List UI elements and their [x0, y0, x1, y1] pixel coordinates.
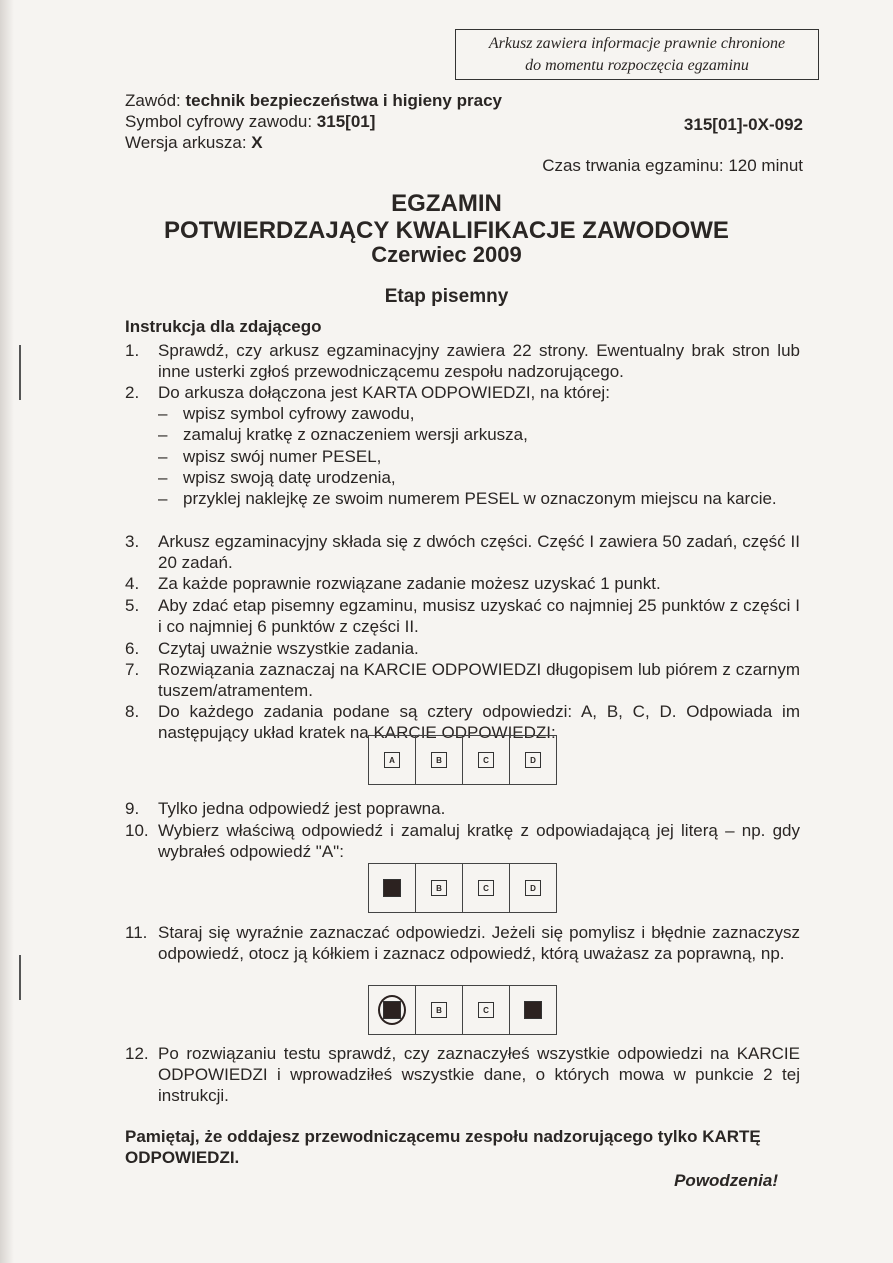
item-text — [158, 340, 800, 382]
item-number: 7. — [125, 660, 140, 679]
answer-box: A — [384, 752, 400, 768]
version-label: Wersja arkusza: — [125, 133, 252, 152]
item-text — [158, 531, 800, 573]
item-text-body: Do arkusza dołączona jest KARTA ODPOWIEDZI, na której: — [158, 383, 610, 402]
item-text — [158, 595, 800, 637]
profession-line — [125, 90, 502, 111]
answer-grid-example — [368, 863, 557, 913]
answer-cell-a — [369, 736, 416, 784]
answer-cell-d — [510, 736, 556, 784]
answer-grid-example — [368, 985, 557, 1035]
item-text-body: Do każdego zadania podane są cztery odpowiedzi: A, B, C, D. Odpowiada im następujący układ kratek na KARCIE ODPOWIEDZI: — [158, 702, 800, 743]
sub-item: – wpisz swoją datę urodzenia, — [158, 467, 800, 488]
exam-code: 315[01]-0X-092 — [683, 115, 803, 134]
item-text-body: Staraj się wyraźnie zaznaczać odpowiedzi. Jeżeli się pomylisz i błędnie zaznaczysz odpowiedź, otocz ją kółkiem i zaznacz odpowiedź, którą uważasz za poprawną, np. — [158, 923, 800, 964]
answer-cell-b — [416, 736, 463, 784]
margin-mark — [19, 345, 21, 400]
item-number: 6. — [125, 639, 140, 658]
answer-cell-b — [416, 986, 463, 1034]
item-text — [158, 922, 800, 964]
answer-box: B — [431, 752, 447, 768]
filled-answer-box — [383, 1001, 401, 1019]
answer-cell-b — [416, 864, 463, 912]
instruction-item — [125, 595, 800, 637]
item-number: 8. — [125, 702, 140, 721]
instruction-item — [125, 638, 800, 659]
item-text-body: Czytaj uważnie wszystkie zadania. — [158, 639, 419, 658]
title-qualification: POTWIERDZAJĄCY KWALIFIKACJE ZAWODOWE — [164, 217, 729, 244]
answer-cell-a — [369, 986, 416, 1034]
instruction-item — [125, 382, 800, 509]
version-value: X — [251, 133, 263, 152]
sub-item: – przyklej naklejkę ze swoim numerem PESEL w oznaczonym miejscu na karcie. — [158, 488, 800, 509]
item-text-body: Tylko jedna odpowiedź jest poprawna. — [158, 799, 446, 818]
instruction-item — [125, 531, 800, 573]
item-number: 9. — [125, 799, 140, 818]
instruction-item — [125, 820, 800, 862]
sub-item: – wpisz symbol cyfrowy zawodu, — [158, 403, 800, 424]
answer-box: D — [525, 880, 541, 896]
instruction-item — [125, 573, 800, 594]
answer-cell-d — [510, 986, 556, 1034]
item-text — [158, 382, 800, 509]
answer-cell-c — [463, 986, 510, 1034]
answer-box: C — [478, 1002, 494, 1018]
answer-cell-d — [510, 864, 556, 912]
exam-duration: Czas trwania egzaminu: 120 minut — [542, 156, 803, 175]
version-line — [125, 132, 263, 153]
confidentiality-notice — [455, 29, 819, 80]
item-text — [158, 659, 800, 701]
circled-answer-icon — [378, 995, 406, 1025]
answer-cell-a — [369, 864, 416, 912]
notice-line: do momentu rozpoczęcia egzaminu — [525, 57, 749, 74]
answer-cell-c — [463, 736, 510, 784]
item-text — [158, 798, 800, 819]
item-text — [158, 1043, 800, 1107]
closing: Powodzenia! — [674, 1171, 778, 1190]
item-number: 5. — [125, 596, 140, 615]
answer-box: D — [525, 752, 541, 768]
instructions-heading: Instrukcja dla zdającego — [125, 317, 322, 336]
title-exam: EGZAMIN — [391, 190, 502, 217]
answer-box: B — [431, 1002, 447, 1018]
item-number: 12. — [125, 1044, 149, 1063]
instruction-item — [125, 659, 800, 701]
item-text-body: Sprawdź, czy arkusz egzaminacyjny zawiera 22 strony. Ewentualny brak stron lub inne usterki zgłoś przewodniczącemu zespołu nadzorującego. — [158, 341, 800, 382]
filled-answer-box — [524, 1001, 542, 1019]
item-number: 1. — [125, 341, 140, 360]
item-text-body: Arkusz egzaminacyjny składa się z dwóch części. Część I zawiera 50 zadań, część II 20 zadań. — [158, 532, 800, 573]
item-text-body: Za każde poprawnie rozwiązane zadanie możesz uzyskać 1 punkt. — [158, 574, 661, 593]
notice-line: Arkusz zawiera informacje prawnie chronione — [488, 35, 786, 52]
item-text-body: Wybierz właściwą odpowiedź i zamaluj kratkę z odpowiadającą jej literą – np. gdy wybrałeś odpowiedź "A": — [158, 821, 800, 862]
sub-item: – zamaluj kratkę z oznaczeniem wersji arkusza, — [158, 424, 800, 445]
item-number: 3. — [125, 532, 140, 551]
symbol-line — [125, 111, 375, 132]
title-date: Czerwiec 2009 — [371, 242, 522, 267]
reminder: Pamiętaj, że oddajesz przewodniczącemu zespołu nadzorującego tylko KARTĘ ODPOWIEDZI. — [125, 1127, 761, 1167]
sub-item: – wpisz swój numer PESEL, — [158, 446, 800, 467]
item-text — [158, 638, 800, 659]
margin-mark — [19, 955, 21, 1000]
item-text — [158, 820, 800, 862]
item-number: 11. — [125, 923, 148, 942]
instruction-item — [125, 340, 800, 382]
item-text-body: Aby zdać etap pisemny egzaminu, musisz uzyskać co najmniej 25 punktów z części I i co najmniej 6 punktów z części II. — [158, 596, 800, 637]
title-stage: Etap pisemny — [384, 286, 509, 307]
profession-value: technik bezpieczeństwa i higieny pracy — [185, 91, 502, 110]
profession-label: Zawód: — [125, 91, 186, 110]
answer-box: C — [478, 752, 494, 768]
answer-grid-example — [368, 735, 557, 785]
answer-cell-c — [463, 864, 510, 912]
instruction-item — [125, 1043, 800, 1107]
item-number: 10. — [125, 821, 149, 840]
answer-box: C — [478, 880, 494, 896]
item-number: 2. — [125, 383, 140, 402]
item-text — [158, 573, 800, 594]
symbol-value: 315[01] — [316, 112, 376, 131]
instruction-item — [125, 798, 800, 819]
symbol-label: Symbol cyfrowy zawodu: — [125, 112, 317, 131]
answer-box: B — [431, 880, 447, 896]
filled-answer-box — [383, 879, 401, 897]
item-text-body: Rozwiązania zaznaczaj na KARCIE ODPOWIEDZI długopisem lub piórem z czarnym tuszem/atramentem. — [158, 660, 800, 701]
instruction-item — [125, 922, 800, 964]
item-number: 4. — [125, 574, 140, 593]
item-text-body: Po rozwiązaniu testu sprawdź, czy zaznaczyłeś wszystkie odpowiedzi na KARCIE ODPOWIEDZI i wprowadziłeś wszystkie dane, o których mowa w punkcie 2 tej instrukcji. — [158, 1044, 800, 1106]
